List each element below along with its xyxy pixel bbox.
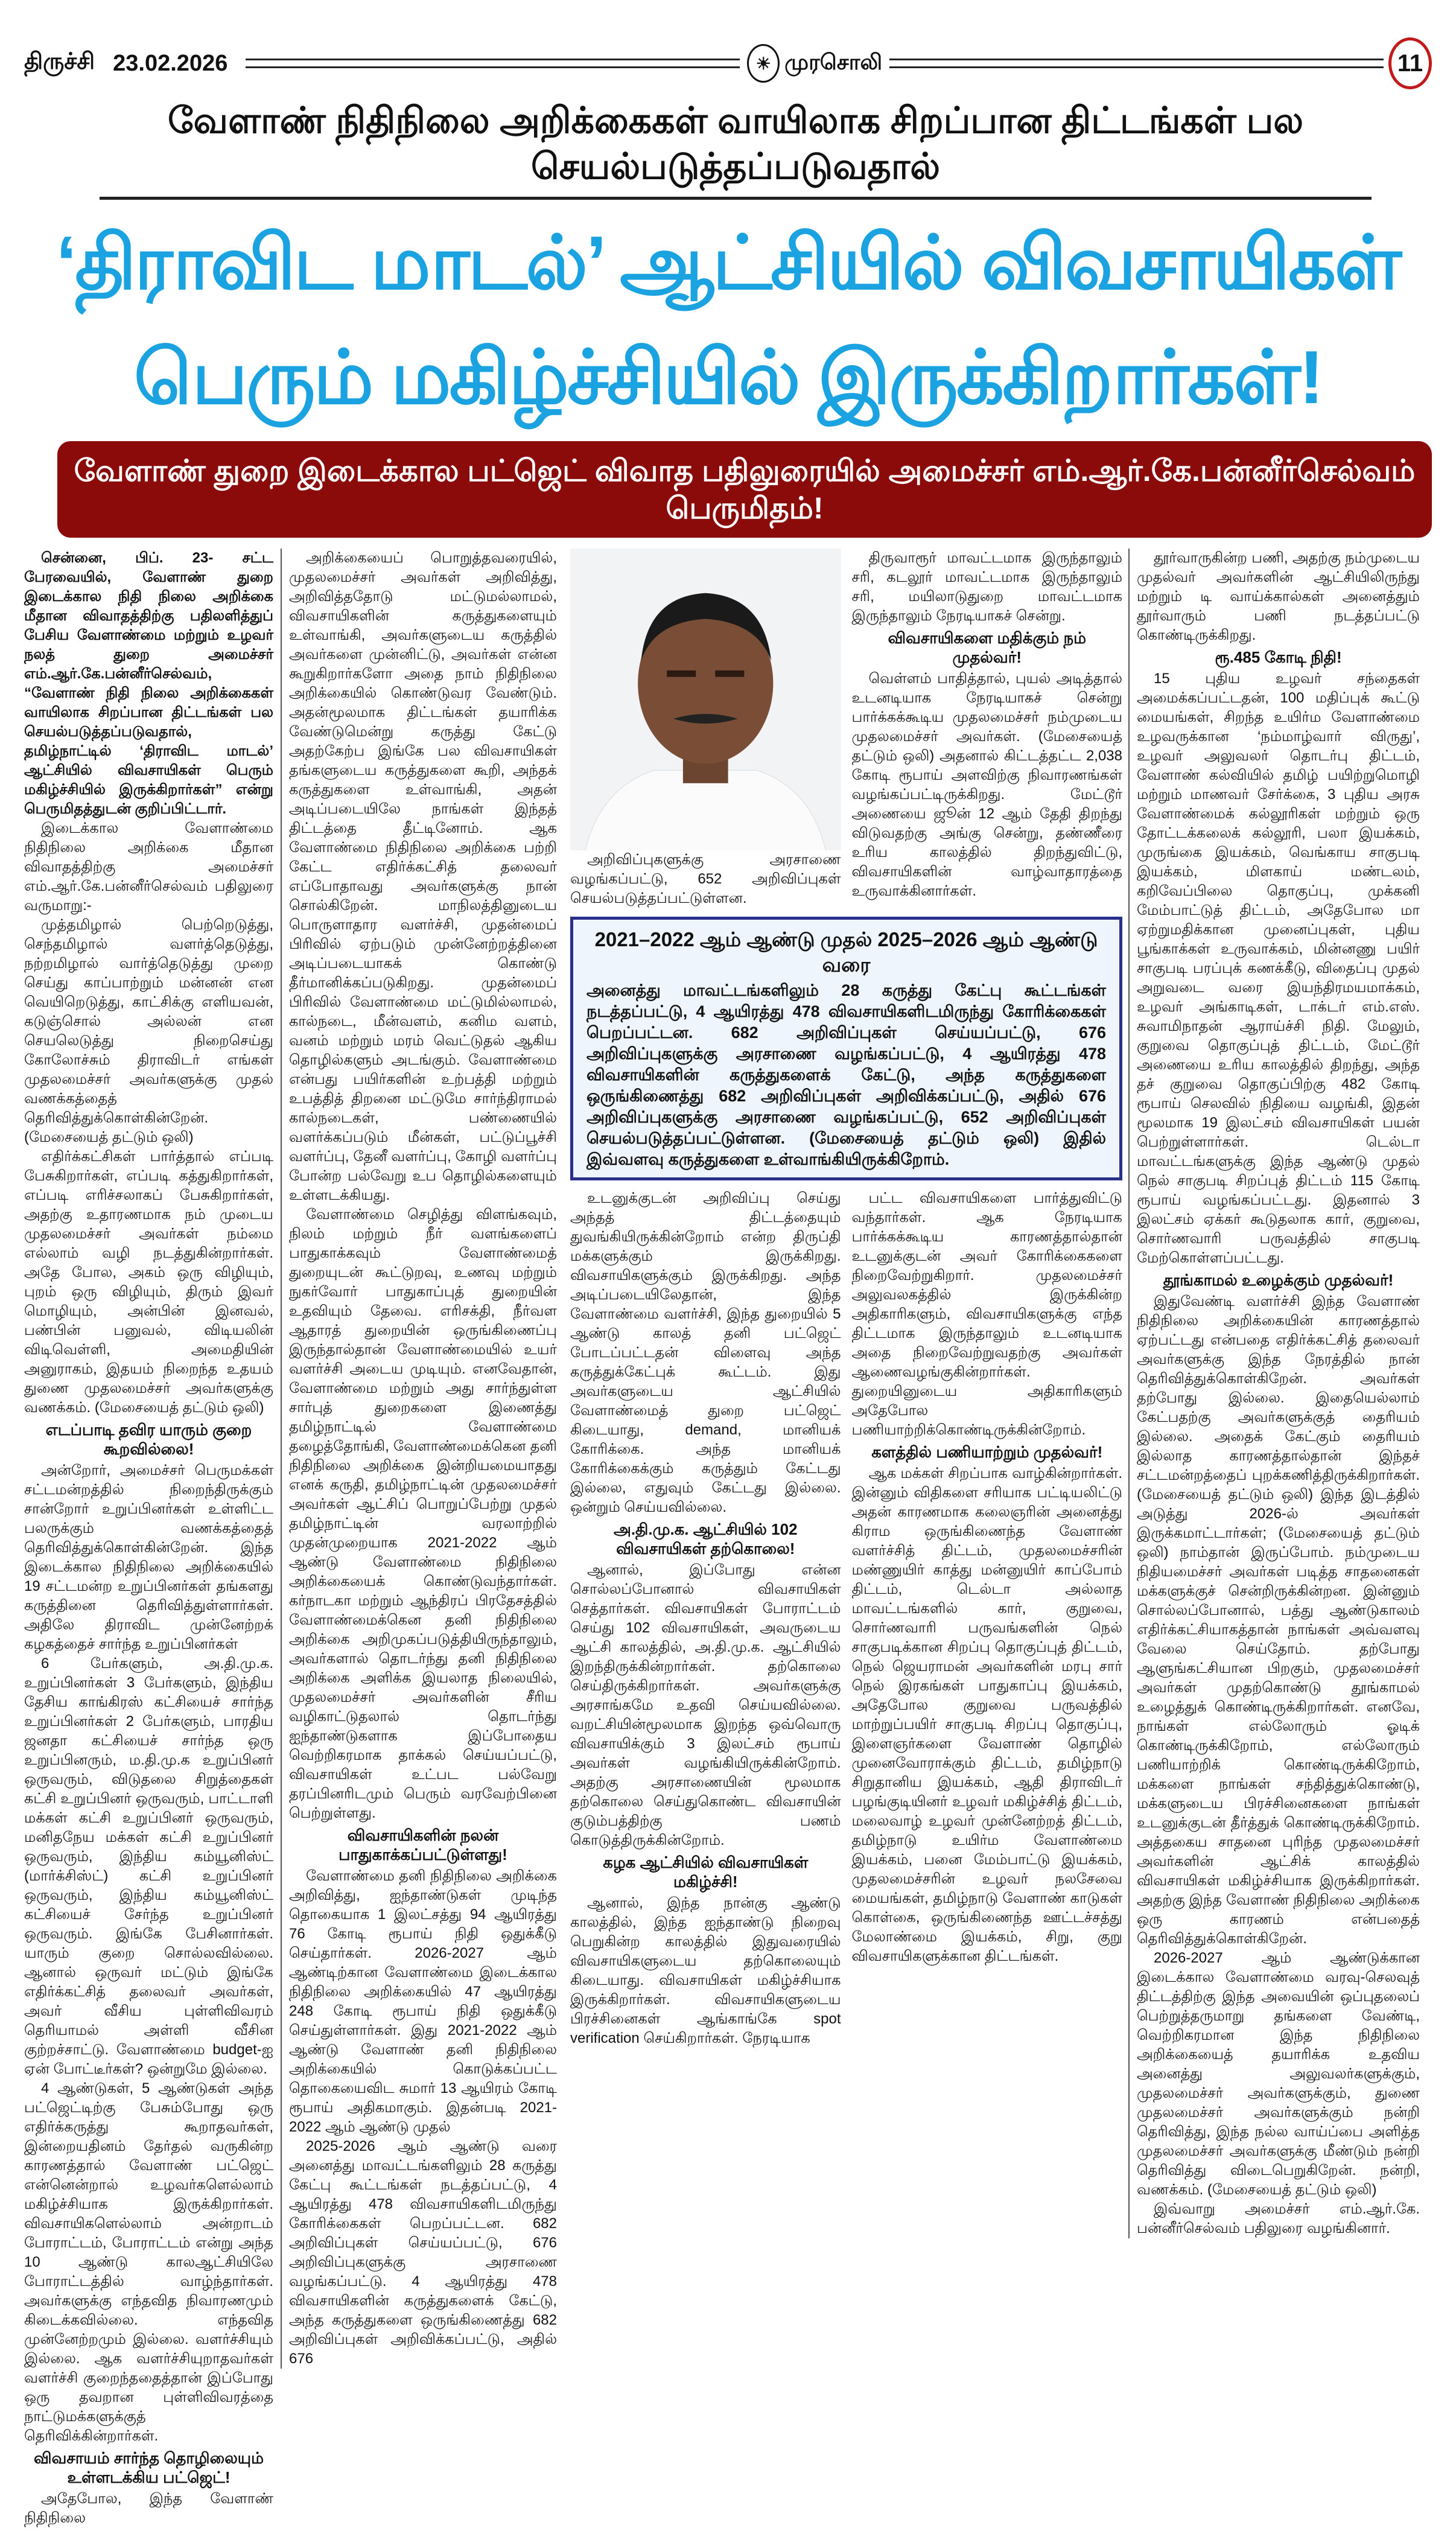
section-subheading: விவசாயம் சார்ந்த தொழிலையும் உள்ளடக்கிய பட்ஜெட்! xyxy=(33,2449,264,2486)
section-subheading: எடப்பாடி தவிர யாரும் குறை கூறவில்லை! xyxy=(45,1421,252,1458)
article-paragraph: 15 புதிய உழவர் சந்தைகள் அமைக்கப்பட்டதன், 100 மதிப்புக் கூட்டு மையங்கள், சிறந்த உயிர்ம வேளாண்மை உழவருக்கான ‘நம்மாழ்வார் விருது’, உழவர் அலுவலர் தொடர்பு திட்டம், வேளாண் கல்வியில் தமிழ் பயிற்றுமொழி மற்றும் மாணவர் சேர்க்கை, 3 புதிய அரசு வேளாண்மைக் கல்லூரிகள் மற்றும் ஒரு தோட்டக்கலைக் கல்லூரி, பலா இயக்கம், முருங்கை இயக்கம், வெங்காய சாகுபடி இயக்கம், மிளகாய் மண்டலம், கறிவேப்பிலை தொகுப்பு, முக்கனி மேம்பாட்டுத் திட்டம், அதேபோல மா ஏற்றுமதிக்கான முனைப்புகள், புதிய பூங்காக்கள் உருவாக்கம், மின்னணு பயிர் சாகுபடி பரப்புக் கணக்கீடு, விதைப்பு முதல் அறுவடை வரை இயந்திரமயமாக்கம், உழவர் அங்காடிகள், டாக்டர் எம்.எஸ். சுவாமிநாதன் ஆராய்ச்சி நிதி. மேலும், குறுவை தொகுப்புத் திட்டம், மேட்டூர் அணையை உரிய காலத்தில் திறந்து, அந்த தச் குறுவை தொகுப்பிற்கு 482 கோடி ரூபாய் செலவில் நிதியை வழங்கி, இதன் மூலமாக 19 இலட்சம் விவசாயிகள் பயன் பெற்றுள்ளார்கள். டெல்டா மாவட்டங்களுக்கு இந்த ஆண்டு முதல் நெல் சாகுபடி சிறப்புத் திட்டம் 115 கோடி ரூபாய் வழங்கப்பட்டது. இதனால் 3 இலட்சம் ஏக்கர் கூடுதலாக கார், குறுவை, சொர்ணவாரி பருவத்தில் சாகுபடி மேற்கொள்ளப்பட்டது. xyxy=(1137,670,1420,1266)
article-paragraph: எதிர்க்கட்சிகள் பார்த்தால் எப்படி பேசுகிறார்கள், எப்படி கத்துகிறார்கள், எப்படி எரிச்சலாகப் பேசுகிறார்கள், அதற்கு உதாரணமாக நம் முடைய முதலமைச்சர் அவர்கள் நம்மை எல்லாம் வழி நடத்துகின்றார்கள். அதே போல, அகம் ஒரு விழியும், புறம் ஒரு விழியும், திரும் இவர் மொழியும், அன்பின் இனவல், பண்பின் பனுவல், விடியலின் விடிவெள்ளி, அமைதியின் அனுராகம், இதயம் நிறைந்த உதயம் துணை முதலமைச்சர் அவர்களுக்கு வணக்கம். (மேசையைத் தட்டும் ஒலி) xyxy=(24,1148,273,1416)
article-paragraph: ஆனால், இப்போது என்ன சொல்லப்போனால் விவசாயிகள் செத்தார்கள். விவசாயிகள் போராட்டம் செய்து 102 விவசாயிகள், அவருடைய ஆட்சி காலத்தில், அ.தி.மு.க. ஆட்சியில் இறந்திருக்கின்றார்கள். தற்கொலை செய்திருக்கிறார்கள். அவர்களுக்கு அரசாங்கமே உதவி செய்யவில்லை. வறட்சியின்மூலமாக இறந்த ஒவ்வொரு விவசாயிக்கும் 3 இலட்சம் ரூபாய் அவர்கள் வழங்கியிருக்கின்றோம். அதற்கு அரசாணையின் மூலமாக தற்கொலை செய்துகொண்ட விவசாயின் குடும்பத்திற்கு பணம் கொடுத்திருக்கின்றோம். xyxy=(570,1562,841,1848)
article-paragraph: அறிக்கையைப் பொறுத்தவரையில், முதலமைச்சர் அவர்கள் அறிவித்து, அறிவித்ததோடு மட்டுமல்லாமல், விவசாயிகளின் கருத்துகளையும் உள்வாங்கி, அவர்களுடைய கருத்தில் அவர்களை முன்னிட்டு, அவர்கள் என்ன கூறுகிறார்களோ அதை நாம் நிதிநிலை அறிக்கையில் கொண்டுவர வேண்டும். அதன்மூலமாக திட்டங்கள் தயாரிக்க வேண்டுமென்று கருத்து கேட்டு அதற்கேற்ப இங்கே பல விவசாயிகள் தங்களுடைய கருத்துகளை கூறி, அந்தக் கருத்துகளை உள்வாங்கி, அதன் அடிப்படையிலே நாங்கள் இந்தத் திட்டத்தை தீட்டினோம். ஆக வேளாண்மை நிதிநிலை அறிக்கை பற்றி கேட்ட எதிர்க்கட்சித் தலைவர் எப்போதாவது அவர்களுக்கு நான் சொல்கிறேன். மாநிலத்தினுடைய பொருளாதார வளர்ச்சி, முதன்மைப் பிரிவில் ஏற்படும் முன்னேற்றத்தினை அடிப்படையாகக் கொண்டு தீர்மானிக்கப்படுகிறது. முதன்மைப் பிரிவில் வேளாண்மை மட்டுமில்லாமல், கால்நடை, மீன்வளம், கனிம வளம், வனம் மற்றும் மரம் வெட்டுதல் ஆகிய தொழில்களும் அடங்கும். வேளாண்மை என்பது பயிர்களின் உற்பத்தி மற்றும் உபத்தித் திறனை மட்டுமே சார்ந்திராமல் கால்நடைகள், பண்ணையில் வளர்க்கப்படும் மீன்கள், பட்டுப்பூச்சி வளர்ப்பு, தேனீ வளர்ப்பு, கோழி வளர்ப்பு போன்ற பல்வேறு உப தொழில்களையும் உள்ளடக்கியது. xyxy=(289,550,557,1203)
article-column-5 xyxy=(1128,549,1420,2238)
article-paragraph: ஆக மக்கள் சிறப்பாக வாழ்கின்றார்கள். இன்னும் விதிகளை சரியாக பட்டியலிட்டு அதன் காரணமாக கலைஞரின் அனைத்து கிராம ஒருங்கிணைந்த வேளாண் வளர்ச்சித் திட்டம், முதலமைச்சரின் மண்ணுயிர் காத்து மன்னுயிர் காப்போம் திட்டம், டெல்டா அல்லாத மாவட்டங்களில் கார், குறுவை, சொர்ணவாரி பருவங்களின் நெல் சாகுபடிக்கான சிறப்பு தொகுப்புத் திட்டம், நெல் ஜெயராமன் அவர்களின் மரபு சார் நெல் இரகங்கள் பாதுகாப்பு இயக்கம், அதேபோல குறுவை பருவத்தில் மாற்றுப்பயிர் சாகுபடி சிறப்பு தொகுப்பு, இளைஞர்களை வேளாண் தொழில் முனைவோராக்கும் திட்டம், தமிழ்நாடு சிறுதானிய இயக்கம், ஆதி திராவிடர் பழங்குடியினர் உழவர் மகிழ்ச்சித் திட்டம், மலைவாழ் உழவர் முன்னேற்றத் திட்டம், தமிழ்நாடு உயிர்ம வேளாண்மை இயக்கம், பனை மேம்பாட்டு இயக்கம், முதலமைச்சரின் உழவர் நலசேவை மையங்கள், தமிழ்நாடு வேளாண் காடுகள் கொள்கை, ஒருங்கிணைந்த ஊட்டச்சத்து மேலாண்மை இயக்கம், சிறு, குறு விவசாயிகளுக்கான திட்டங்கள். xyxy=(851,1465,1122,1964)
minister-photo xyxy=(570,549,841,850)
photo-caption-column xyxy=(570,850,841,908)
article-paragraph: 4 ஆண்டுகள், 5 ஆண்டுகள் அந்த பட்ஜெட்டிற்கு பேசும்போது ஒரு எதிர்க்கருத்து கூறாதவர்கள், இன்றையதினம் தேர்தல் வருகின்ற காரணத்தால் வேளாண் பட்ஜெட் என்னென்றால் உழவர்களெல்லாம் மகிழ்ச்சியாக இருக்கிறார்கள். விவசாயிகளெல்லாம் அன்றாடம் போராட்டம், போராட்டம் என்று அந்த 10 ஆண்டு காலஆட்சியிலே போராட்டத்தில் வாழ்ந்தார்கள். அவர்களுக்கு எந்தவித நிவாரணமும் கிடைக்கவில்லை. எந்தவித முன்னேற்றமும் இல்லை. வளர்ச்சியும் இல்லை. ஆக வளர்ச்சியுறாதவர்கள் வளர்ச்சி குறைந்ததைத்தான் இப்போது ஒரு தவறான புள்ளிவிவரத்தை நாட்டுமக்களுக்குத் தெரிவிக்கின்றார்கள். xyxy=(24,2080,273,2444)
center-bottom-row xyxy=(570,1189,1122,2048)
portrait-image xyxy=(570,549,841,850)
article-paragraph: பட்ட விவசாயிகளை பார்த்துவிட்டு வந்தார்கள். ஆக நேரடியாக பார்க்கக்கூடிய காரணத்தால்தான் உடனுக்குடன் அவர் கோரிக்கைகளை நிறைவேற்றுகிறார். முதலமைச்சர் அலுவலகத்தில் இருக்கின்ற அதிகாரிகளும், விவசாயிகளுக்கு எந்த திட்டமாக இருந்தாலும் உடனடியாக அதை நிறைவேற்றுவதற்கு அவர்கள் ஆணைவழங்குகின்றார்கள். துறையினுடைய அதிகாரிகளும் அதேபோல பணியாற்றிக்கொண்டிருக்கின்றோம். xyxy=(851,1190,1122,1438)
section-subheading: கழக ஆட்சியில் விவசாயிகள் மகிழ்ச்சி! xyxy=(603,1853,809,1891)
section-subheading: ரூ.485 கோடி நிதி! xyxy=(1215,648,1342,666)
newspaper-logo xyxy=(747,44,882,83)
newspaper-name: முரசொலி xyxy=(784,49,883,74)
section-subheading: தூங்காமல் உழைக்கும் முதல்வர்! xyxy=(1163,1271,1394,1289)
highlight-text: அனைத்து மாவட்டங்களிலும் 28 கருத்து கேட்பு கூட்டங்கள் நடத்தப்பட்டு, 4 ஆயிரத்து 478 விவசாயிகளிடமிருந்து கோரிக்கைகள் பெறப்பட்டன. 682 அறிவிப்புகள் செய்யப்பட்டு, 676 அறிவிப்புகளுக்கு அரசாணை வழங்கப்பட்டு, 4 ஆயிரத்து 478 விவசாயிகளின் கருத்துகளைக் கேட்டு, அந்த கருத்துகளை ஒருங்கிணைத்து 682 அறிவிப்புகள் அறிவிக்கப்பட்டு, அதில் 676 அறிவிப்புகளுக்கு அரசாணை வழங்கப்பட்டு, 652 அறிவிப்புகள் செயல்படுத்தப்பட்டுள்ளன. (மேசையைத் தட்டும் ஒலி) இதில் இவ்வளவு கருத்துகளை உள்வாங்கியிருக்கிறோம். xyxy=(587,981,1106,1168)
main-headline: ‘திராவிட மாடல்’ ஆட்சியில் விவசாயிகள் பெரும் மகிழ்ச்சியில் இருக்கிறார்கள்! xyxy=(56,221,1400,419)
kicker-headline: வேளாண் நிதிநிலை அறிக்கைகள் வாயிலாக சிறப்பான திட்டங்கள் பல செயல்படுத்தப்படுவதால் xyxy=(100,98,1372,200)
subheadline-banner: வேளாண் துறை இடைக்கால பட்ஜெட் விவாத பதிலுரையில் அமைச்சர் எம்.ஆர்.கே.பன்னீர்செல்வம் பெருமிதம்! xyxy=(57,441,1432,538)
article-paragraph: முத்தமிழால் பெற்றெடுத்து, செந்தமிழால் வளர்த்தெடுத்து, நற்றமிழால் வார்த்தெடுத்து முறை செய்து காப்பாற்றும் மன்னன் என வெயிறெடுத்து, காட்சிக்கு எளியவன், கடுஞ்சொல் அல்லன் என செயலெடுத்து நிறைசெய்து கோலோச்சும் திராவிடர் எங்கள் முதலமைச்சர் அவர்களுக்கு முதல் வணக்கத்தைத் தெரிவித்துக்கொள்கின்றேன். (மேசையைத் தட்டும் ஒலி) xyxy=(24,917,273,1145)
masthead xyxy=(24,42,1432,84)
section-subheading: களத்தில் பணியாற்றும் முதல்வர்! xyxy=(871,1443,1103,1461)
article-column-1 xyxy=(24,549,281,2528)
photo-with-caption xyxy=(570,549,841,908)
page-number: 11 xyxy=(1388,37,1432,89)
center-block xyxy=(564,549,1128,2048)
rising-sun-emblem-icon: ☀ xyxy=(747,44,780,83)
article-paragraph: இடைக்கால வேளாண்மை நிதிநிலை அறிக்கை மீதான விவாதத்திற்கு அமைச்சர் எம்.ஆர்.கே.பன்னீர்செல்வம் பதிலுரை வருமாறு:- xyxy=(24,820,273,914)
article-paragraph: 6 பேர்களும், அ.தி.மு.க. உறுப்பினர்கள் 3 பேர்களும், இந்திய தேசிய காங்கிரஸ் கட்சியைச் சார்ந்த உறுப்பினர்கள் 2 பேர்களும், பாரதிய ஜனதா கட்சியைச் சார்ந்த ஒரு உறுப்பினரும், ம.தி.மு.க உறுப்பினர் ஒருவரும், விடுதலை சிறுத்தைகள் கட்சி உறுப்பினர் ஒருவரும், பாட்டாளி மக்கள் கட்சி உறுப்பினர் ஒருவரும், மனிதநேய மக்கள் கட்சி உறுப்பினர் ஒருவரும், இந்திய கம்யூனிஸ்ட் (மார்க்சிஸ்ட்) கட்சி உறுப்பினர் ஒருவரும், இந்திய கம்யூனிஸ்ட் கட்சியைச் சேர்ந்த உறுப்பினர் ஒருவரும். இங்கே பேசினார்கள். யாரும் குறை சொல்லவில்லை. ஆனால் ஒருவர் மட்டும் இங்கே எதிர்க்கட்சித் தலைவர் அவர்கள், அவர் வீசிய புள்ளிவிவரம் தெரியாமல் அள்ளி வீசின குற்றச்சாட்டு. வேளாண்மை budget-ஐ ஏன் போட்டீர்கள்? ஒன்றுமே இல்லை. xyxy=(24,1655,273,2077)
article-paragraph: வேளாண்மை செழித்து விளங்கவும், நிலம் மற்றும் நீர் வளங்களைப் பாதுகாக்கவும் வேளாண்மைத் துறையுடன் கூட்டுறவு, உணவு மற்றும் நுகர்வோர் பாதுகாப்புத் துறையின் உதவியும் தேவை. எரிசக்தி, நீர்வள ஆதாரத் துறையின் ஒருங்கிணைப்பு இருந்தால்தான் வேளாண்மையில் உயர் வளர்ச்சி அடைய முடியும். எனவேதான், வேளாண்மை மற்றும் அது சார்ந்துள்ள சார்புத் துறைகளை இணைத்து தமிழ்நாட்டில் வேளாண்மை தழைத்தோங்கி, வேளாண்மைக்கென தனி நிதிநிலை அறிக்கை இன்றியமையாதது எனக் கருதி, தமிழ்நாட்டின் முதலமைச்சர் அவர்கள் ஆட்சிப் பொறுப்பேற்று முதல் தமிழ்நாட்டின் வரலாற்றில் முதன்முறையாக 2021-2022 ஆம் ஆண்டு வேளாண்மை நிதிநிலை அறிக்கையைக் கொண்டுவந்தார்கள். கர்நாடகா மற்றும் ஆந்திரப் பிரதேசத்தில் வேளாண்மைக்கென தனி நிதிநிலை அறிக்கை அறிமுகப்படுத்தியிருந்தாலும், அவர்களால் தொடர்ந்து தனி நிதிநிலை அறிக்கை அளிக்க இயலாத நிலையில், முதலமைச்சர் அவர்களின் சீரிய வழிகாட்டுதலால் தொடர்ந்து ஐந்தாண்டுகளாக இப்போதைய வெற்றிகரமாக தாக்கல் செய்யப்பட்டு, விவசாயிகள் உட்பட பல்வேறு தரப்பினரிடமும் பெரும் வரவேற்பினை பெற்றுள்ளது. xyxy=(289,1206,557,1821)
section-subheading: விவசாயிகளை மதிக்கும் நம் முதல்வர்! xyxy=(888,629,1087,666)
article-paragraph: திருவாரூர் மாவட்டமாக இருந்தாலும் சரி, கடலூர் மாவட்டமாக இருந்தாலும் சரி, மயிலாடுதுறை மாவட்டமாக இருந்தாலும் நேரடியாகச் சென்று. xyxy=(851,550,1122,624)
masthead-rule xyxy=(889,59,1384,68)
article-paragraph: தூர்வாருகின்ற பணி, அதற்கு நம்முடைய முதல்வர் அவர்களின் ஆட்சியிலிருந்து மற்றும் டி வாய்க்கால்கள் அனைத்தும் தூர்வாரும் பணி நடத்தப்பட்டு கொண்டிருக்கிறது. xyxy=(1137,550,1420,643)
masthead-rule xyxy=(246,59,740,68)
article-paragraph: உடனுக்குடன் அறிவிப்பு செய்து அந்தத் திட்டத்தையும் துவங்கியிருக்கின்றோம் என்ற திருப்தி மக்களுக்கும் இருக்கிறது. விவசாயிகளுக்கும் இருக்கிறது. அந்த அடிப்படையிலேதான், இந்த வேளாண்மை வளர்ச்சி, இந்த துறையில் 5 ஆண்டு காலத் தனி பட்ஜெட் போடப்பட்டதன் விளைவு அந்த கருத்துக்கேட்புக் கூட்டம். இது அவர்களுடைய ஆட்சியில் வேளாண்மைத் துறை பட்ஜெட் கிடையாது, demand, மானியக் கோரிக்கை. அந்த மானியக் கோரிக்கைக்கும் கருத்தும் கேட்டது இல்லை, எதுவும் கேட்டது இல்லை. ஒன்றும் செய்யவில்லை. xyxy=(570,1190,841,1515)
article-paragraph: அதேபோல, இந்த வேளாண் நிதிநிலை xyxy=(24,2491,273,2526)
article-paragraph: இவ்வாறு அமைச்சர் எம்.ஆர்.கே. பன்னீர்செல்வம் பதிலுரை வழங்கினார். xyxy=(1137,2201,1420,2236)
article-paragraph: ஆனால், இந்த நான்கு ஆண்டு காலத்தில், இந்த ஐந்தாண்டு நிறைவு பெறுகின்ற காலத்தில் இதுவரையில் விவசாயிகளுடைய தற்கொலையும் கிடையாது. விவசாயிகள் மகிழ்ச்சியாக இருக்கிறார்கள். விவசாயிகளுடைய பிரச்சினைகள் ஆங்காங்கே spot verification செய்கிறார்கள். நேரடியாக xyxy=(570,1895,841,2046)
article-column-2 xyxy=(281,549,564,2369)
article-body xyxy=(24,549,1432,2528)
article-paragraph: சென்னை, பிப். 23- சட்ட பேரவையில், வேளாண் துறை இடைக்கால நிதி நிலை அறிக்கை மீதான விவாதத்திற்கு பதிலளித்துப் பேசிய வேளாண்மை மற்றும் உழவர் நலத் துறை அமைச்சர் எம்.ஆர்.கே.பன்னீர்செல்வம், “வேளாண் நிதி நிலை அறிக்கைகள் வாயிலாக சிறப்பான திட்டங்கள் பல செயல்படுத்தப்படுவதால், தமிழ்நாட்டில் ‘திராவிட மாடல்’ ஆட்சியில் விவசாயிகள் பெரும் மகிழ்ச்சியில் இருக்கிறார்கள்” என்று பெருமிதத்துடன் குறிப்பிட்டார். xyxy=(24,550,273,817)
article-column-4-bottom xyxy=(852,1189,1123,1966)
section-subheading: விவசாயிகளின் நலன் பாதுகாக்கப்பட்டுள்ளது! xyxy=(339,1826,507,1864)
highlight-title: 2021–2022 ஆம் ஆண்டு முதல் 2025–2026 ஆம் ஆண்டு வரை xyxy=(594,928,1098,976)
highlight-quote-box xyxy=(570,917,1122,1180)
article-paragraph: இதுவேண்டி வளர்ச்சி இந்த வேளாண் நிதிநிலை அறிக்கையின் காரணத்தால் ஏற்பட்டது என்பதை எதிர்க்கட்சித் தலைவர் அவர்களுக்கு இந்த நேரத்தில் நான் தெரிவித்துக்கொள்கிறேன். அவர்கள் தற்போது இல்லை. இதையெல்லாம் கேட்பதற்கு அவர்களுக்குத் தைரியம் இல்லை. அதைக் கேட்கும் தைரியம் இல்லாத காரணத்தால்தான் இந்தச் சட்டமன்றத்தைப் புறக்கணித்திருக்கிறார்கள். (மேசையைத் தட்டும் ஒலி) இந்த இடத்தில் அடுத்து 2026-ல் அவர்கள் இருக்கமாட்டார்கள்; (மேசையைத் தட்டும் ஒலி) நாம்தான் இருப்போம். நம்முடைய நிதியமைச்சர் அவர்கள் படித்த சாதனைகள் மக்களுக்குச் சென்றிருக்கின்றன. இன்னும் சொல்லப்போனால், பத்து ஆண்டுகாலம் எதிர்க்கட்சியாகத்தான் நாங்கள் அவ்வளவு வேலை செய்தோம். தற்போது ஆளுங்கட்சியான பிறகும், முதலமைச்சர் அவர்கள் முதற்கொண்டு தூங்காமல் உழைத்துக் கொண்டிருக்கிறார்கள். எனவே, நாங்கள் எல்லோரும் ஓடிக் கொண்டிருக்கிறோம், எல்லோரும் பணியாற்றிக் கொண்டிருக்கிறோம், மக்களை நாங்கள் சந்தித்துக்கொண்டு, மக்களுடைய பிரச்சினைகளை நாங்கள் உடனுக்குடன் தீர்த்துக் கொண்டிருக்கிறோம். அத்தகைய சாதனை புரிந்த முதலமைச்சர் அவர்களின் ஆட்சிக் காலத்தில் விவசாயிகள் மகிழ்ச்சியாக இருக்கிறார்கள். அதற்கு இந்த வேளாண் நிதிநிலை அறிக்கை ஒரு காரணம் என்பதைத் தெரிவித்துக்கொள்கிறேன். xyxy=(1137,1293,1420,1947)
article-column-4-top xyxy=(852,549,1123,901)
article-paragraph: வேளாண்மை தனி நிதிநிலை அறிக்கை அறிவித்து, ஐந்தாண்டுகள் முடிந்த தொகையாக 1 இலட்சத்து 94 ஆயிரத்து 76 கோடி ரூபாய் நிதி ஒதுக்கீடு செய்தார்கள். 2026-2027 ஆம் ஆண்டிற்கான வேளாண்மை இடைக்கால நிதிநிலை அறிக்கையில் 47 ஆயிரத்து 248 கோடி ரூபாய் நிதி ஒதுக்கீடு செய்துள்ளார்கள். இது 2021-2022 ஆம் ஆண்டு வேளாண் தனி நிதிநிலை அறிக்கையில் கொடுக்கப்பட்ட தொகையைவிட சுமார் 13 ஆயிரம் கோடி ரூபாய் அதிகமாகும். இதன்படி 2021-2022 ஆம் ஆண்டு முதல் xyxy=(289,1868,557,2135)
article-paragraph: அறிவிப்புகளுக்கு அரசாணை வழங்கப்பட்டு, 652 அறிவிப்புகள் செயல்படுத்தப்பட்டுள்ளன. xyxy=(570,852,841,906)
article-paragraph: அன்றோர், அமைச்சர் பெருமக்கள் சட்டமன்றத்தில் நிறைந்திருக்கும் சான்றோர் உறுப்பினர்கள் உள்ளிட்ட பலருக்கும் வணக்கத்தைத் தெரிவித்துக்கொள்கின்றேன். இந்த இடைக்கால நிதிநிலை அறிக்கையில் 19 சட்டமன்ற உறுப்பினர்கள் தங்களது கருத்தினை தெரிவித்துள்ளார்கள். அதிலே திராவிட முன்னேற்றக் கழகத்தைச் சார்ந்த உறுப்பினர்கள் xyxy=(24,1462,273,1652)
article-paragraph: 2025-2026 ஆம் ஆண்டு வரை அனைத்து மாவட்டங்களிலும் 28 கருத்து கேட்பு கூட்டங்கள் நடத்தப்பட்டு, 4 ஆயிரத்து 478 விவசாயிகளிடமிருந்து கோரிக்கைகள் பெறப்பட்டன. 682 அறிவிப்புகள் செய்யப்பட்டு, 676 அறிவிப்புகளுக்கு அரசாணை வழங்கப்பட்டு. 4 ஆயிரத்து 478 விவசாயிகளின் கருத்துகளைக் கேட்டு, அந்த கருத்துகளை ஒருங்கிணைத்து 682 அறிவிப்புகள் அறிவிக்கப்பட்டு, அதில் 676 xyxy=(289,2138,557,2367)
edition-city: திருச்சி xyxy=(24,49,95,74)
center-top-row xyxy=(570,549,1122,908)
section-subheading: அ.தி.மு.க. ஆட்சியில் 102 விவசாயிகள் தற்கொலை! xyxy=(613,1520,798,1558)
edition-date: 23.02.2026 xyxy=(113,50,228,76)
article-paragraph: வெள்ளம் பாதித்தால், புயல் அடித்தால் உடனடியாக நேரடியாகச் சென்று பார்க்கக்கூடிய முதலமைச்சர் நம்முடைய முதலமைச்சர் அவர்கள். (மேசையைத் தட்டும் ஒலி) அதனால் கிட்டத்தட்ட 2,038 கோடி ரூபாய் அளவிற்கு நிவாரணங்கள் வழங்கப்பட்டிருக்கிறது. மேட்டூர் அணையை ஜூன் 12 ஆம் தேதி திறந்து விடுவதற்கு அங்கு சென்று, தண்ணீரை உரிய காலத்தில் திறந்துவிட்டு, விவசாயிகளின் வாழ்வாதாரத்தை உருவாக்கினார்கள். xyxy=(851,670,1122,899)
article-paragraph: 2026-2027 ஆம் ஆண்டுக்கான இடைக்கால வேளாண்மை வரவு-செலவுத் திட்டத்திற்கு இந்த அவையின் ஒப்புதலைப் பெற்றுத்தருமாறு தங்களை வேண்டி, வெற்றிகரமான இந்த நிதிநிலை அறிக்கையைத் தயாரிக்க உதவிய அனைத்து அலுவலர்களுக்கும், முதலமைச்சர் அவர்களுக்கும், துணை முதலமைச்சர் அவர்களுக்கும் நன்றி தெரிவித்து, இந்த நல்ல வாய்ப்பை அளித்த முதலமைச்சர் அவர்களுக்கு மீண்டும் நன்றி தெரிவித்து விடைபெறுகிறேன். நன்றி, வணக்கம். (மேசையைத் தட்டும் ஒலி) xyxy=(1137,1950,1420,2198)
article-column-3-bottom xyxy=(570,1189,841,2048)
